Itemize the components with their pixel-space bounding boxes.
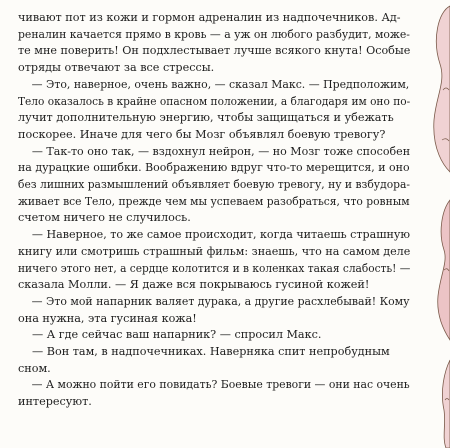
text-line: — Наверное, то же самое происходит, когда читаешь страшную bbox=[31, 228, 411, 242]
text-line: — Это, наверное, очень важно, — сказал Макс. — Предположим, bbox=[31, 77, 410, 91]
text-line: книгу или смотришь страшный фильм: знаешь, что на самом деле bbox=[18, 244, 410, 258]
text-line: на дурацкие ошибки. Воображению вдруг что-то мерещится, и оно bbox=[18, 161, 410, 175]
text-line: сказала Молли. — Я даже вся покрываюсь гусиной кожей! bbox=[18, 278, 370, 292]
margin-illustration bbox=[424, 0, 450, 448]
text-line: сном. bbox=[18, 361, 51, 375]
text-line: — А где сейчас ваш напарник? — спросил Макс. bbox=[32, 328, 322, 342]
text-line: — А можно пойти его повидать? Боевые тревоги — они нас очень bbox=[31, 378, 410, 392]
text-line: она нужна, эта гусиная кожа! bbox=[18, 311, 197, 325]
text-line: лучит дополнительную энергию, чтобы защищаться и убежать bbox=[18, 111, 394, 125]
text-line: счетом ничего не случилось. bbox=[18, 211, 191, 225]
text-line: те мне поверить! Он подхлестывает лучше всякого кнута! Особые bbox=[18, 44, 411, 58]
text-line: отряды отвечают за все стрессы. bbox=[18, 61, 215, 75]
text-line: реналин качается прямо в кровь — а уж он любого разбудит, може- bbox=[18, 27, 410, 41]
text-column bbox=[18, 10, 410, 411]
text-line: поскорее. Иначе для чего бы Мозг объявлял боевую тревогу? bbox=[18, 127, 386, 141]
text-line: интересуют. bbox=[18, 395, 92, 409]
text-line: — Так-то оно так, — вздохнул нейрон, — но Мозг тоже способен bbox=[31, 144, 411, 158]
text-line: Тело оказалось в крайне опасном положении, а благодаря им оно по- bbox=[18, 94, 411, 108]
text-line: — Вон там, в надпочечниках. Наверняка спит непробудным bbox=[32, 345, 390, 359]
text-line: без лишних размышлений объявляет боевую тревогу, ну и взбудора- bbox=[18, 178, 410, 192]
text-line: ничего этого нет, а сердце колотится и в коленках такая слабость! — bbox=[18, 261, 411, 275]
text-line: — Это мой напарник валяет дурака, а другие расхлебывай! Кому bbox=[31, 294, 410, 308]
text-line: чивают пот из кожи и гормон адреналин из надпочечников. Ад- bbox=[18, 11, 401, 24]
text-line: живает все Тело, прежде чем мы успеваем разобраться, что ровным bbox=[18, 194, 410, 208]
